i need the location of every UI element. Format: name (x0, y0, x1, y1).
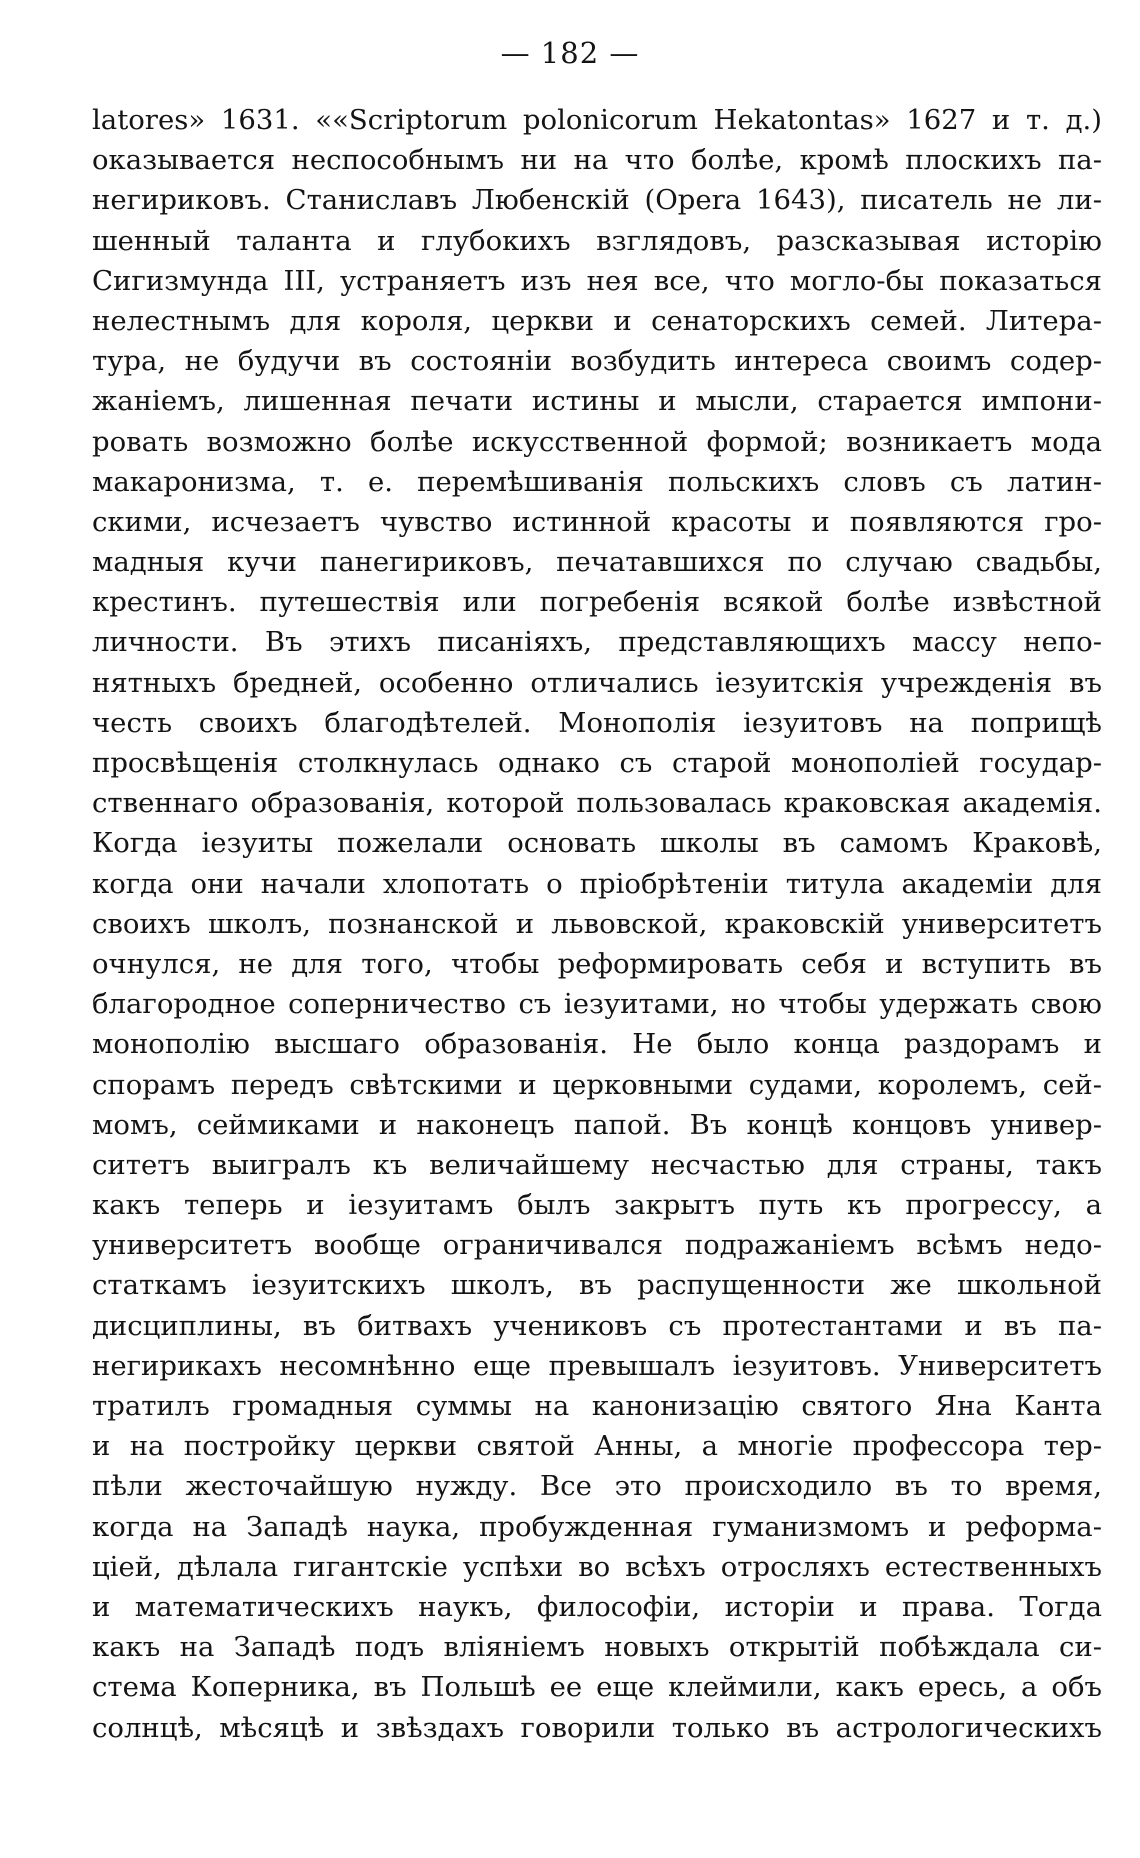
text-line: какъ на Западѣ подъ вліяніемъ новыхъ открытій побѣждала си- (92, 1631, 1102, 1664)
page-number: — 182 — (500, 36, 640, 70)
text-line: стема Коперника, въ Польшѣ ее еще клеймили, какъ ересь, а объ (92, 1671, 1102, 1704)
text-line: пѣли жесточайшую нужду. Все это происходило въ то время, (92, 1470, 1102, 1503)
text-line: статкамъ іезуитскихъ школъ, въ распущенности же школьной (92, 1269, 1102, 1302)
text-line: момъ, сеймиками и наконецъ папой. Въ концѣ концовъ универ- (92, 1108, 1102, 1141)
text-line: тура, не будучи въ состояніи возбудить интереса своимъ содер- (92, 345, 1102, 378)
text-line: личности. Въ этихъ писаніяхъ, представляющихъ массу непо- (92, 626, 1102, 659)
text-line: солнцѣ, мѣсяцѣ и звѣздахъ говорили только въ астрологическихъ (92, 1711, 1102, 1744)
text-line: монополію высшаго образованія. Не было конца раздорамъ и (92, 1028, 1102, 1061)
text-line: шенный таланта и глубокихъ взглядовъ, разсказывая исторію (92, 224, 1102, 257)
text-line: благородное соперничество съ іезуитами, но чтобы удержать свою (92, 988, 1102, 1021)
text-line: спорамъ передъ свѣтскими и церковными судами, королемъ, сей- (92, 1068, 1102, 1101)
text-line: и на постройку церкви святой Анны, а многіе профессора тер- (92, 1430, 1102, 1463)
text-line: скими, исчезаетъ чувство истинной красоты и появляются гро- (92, 505, 1102, 538)
text-line: макаронизма, т. е. перемѣшиванія польскихъ словъ съ латин- (92, 465, 1102, 498)
text-line: мадныя кучи панегириковъ, печатавшихся по случаю свадьбы, (92, 546, 1102, 579)
text-line: университетъ вообще ограничивался подражаніемъ всѣмъ недо- (92, 1229, 1102, 1262)
text-line: нелестнымъ для короля, церкви и сенаторскихъ семей. Литера- (92, 304, 1102, 337)
text-line: жаніемъ, лишенная печати истины и мысли, старается импони- (92, 385, 1102, 418)
text-line: Когда іезуиты пожелали основать школы въ самомъ Краковѣ, (92, 827, 1102, 860)
text-line: когда на Западѣ наука, пробужденная гуманизмомъ и реформа- (92, 1510, 1102, 1543)
text-line: latores» 1631. ««Scriptorum polonicorum Hekatontas» 1627 и т. д.) (92, 104, 1102, 136)
text-line: честь своихъ благодѣтелей. Монополія іезуитовъ на поприщѣ (92, 706, 1102, 739)
text-line: негирикахъ несомнѣнно еще превышалъ іезуитовъ. Университетъ (92, 1349, 1102, 1382)
text-line: и математическихъ наукъ, философіи, исторіи и права. Тогда (92, 1590, 1102, 1623)
text-line: своихъ школъ, познанской и львовской, краковскій университетъ (92, 907, 1102, 940)
text-line: Сигизмунда III, устраняетъ изъ нея все, что могло-бы показаться (92, 264, 1102, 297)
text-line: когда они начали хлопотать о пріобрѣтеніи титула академіи для (92, 867, 1102, 900)
text-line: крестинъ. путешествія или погребенія всякой болѣе извѣстной (92, 586, 1102, 619)
text-line: негириковъ. Станиславъ Любенскій (Opera 1643), писатель не ли- (92, 184, 1102, 217)
text-line: ственнаго образованія, которой пользовалась краковская академія. (92, 787, 1102, 820)
text-line: оказывается неспособнымъ ни на что болѣе, кромѣ плоскихъ па- (92, 144, 1102, 177)
text-line: дисциплины, въ битвахъ учениковъ съ протестантами и въ па- (92, 1309, 1102, 1342)
text-line: ровать возможно болѣе искусственной формой; возникаетъ мода (92, 425, 1102, 458)
body-text (92, 100, 1102, 1748)
text-line: какъ теперь и іезуитамъ былъ закрытъ путь къ прогрессу, а (92, 1189, 1102, 1222)
text-line: ціей, дѣлала гигантскіе успѣхи во всѣхъ отросляхъ естественныхъ (92, 1550, 1102, 1583)
text-line: очнулся, не для того, чтобы реформировать себя и вступить въ (92, 947, 1102, 980)
text-line: тратилъ громадныя суммы на канонизацію святого Яна Канта (92, 1390, 1102, 1422)
text-line: нятныхъ бредней, особенно отличались іезуитскія учрежденія въ (92, 666, 1102, 699)
text-line: ситетъ выигралъ къ величайшему несчастью для страны, такъ (92, 1148, 1102, 1181)
text-line: просвѣщенія столкнулась однако съ старой монополіей государ- (92, 747, 1102, 779)
